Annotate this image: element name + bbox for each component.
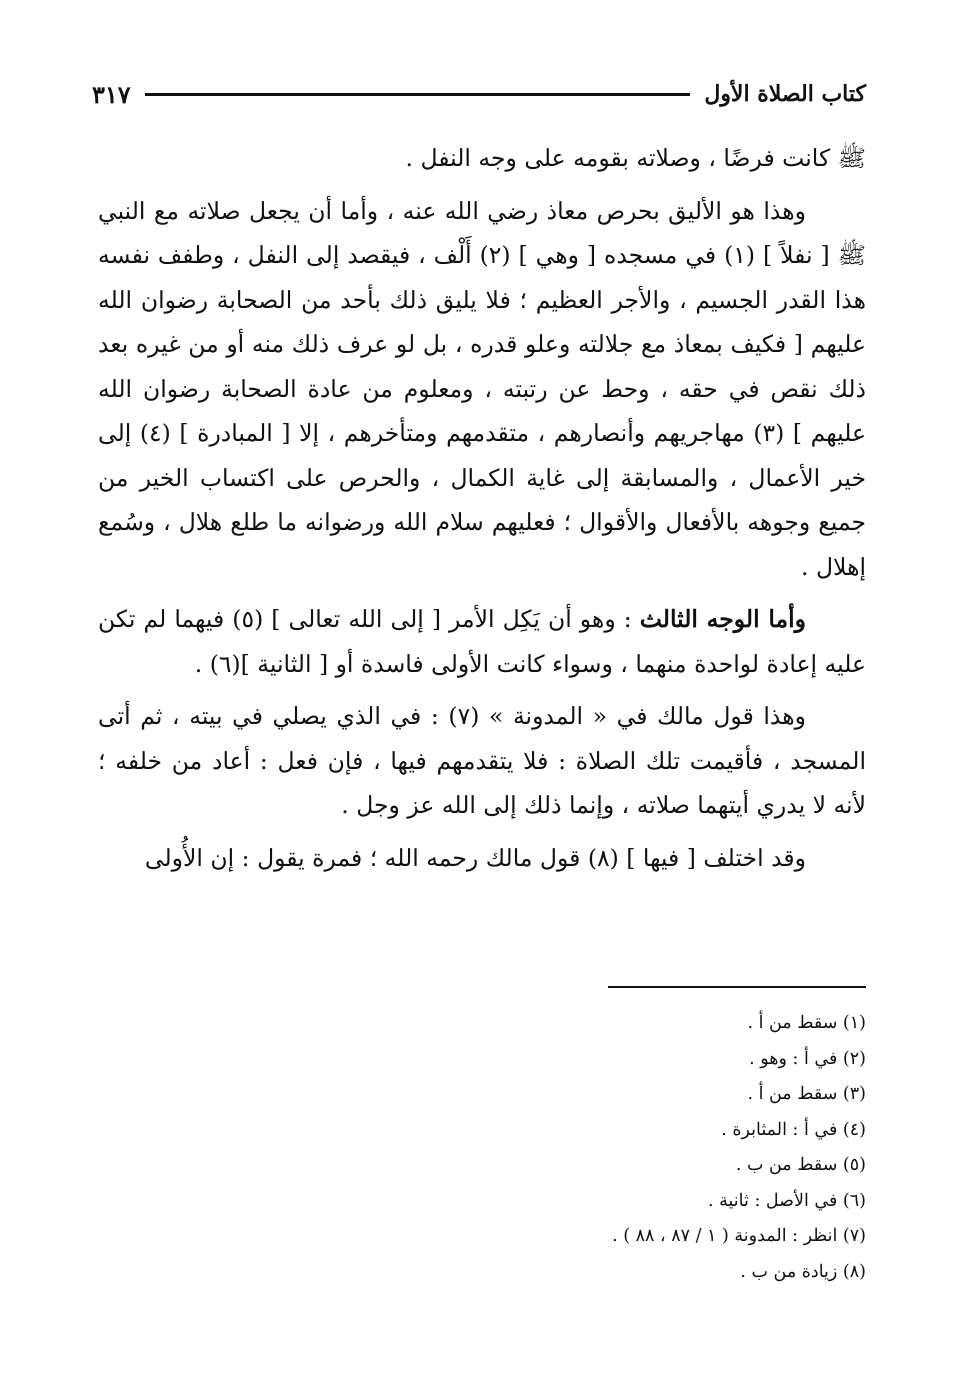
- header-rule: [145, 93, 691, 96]
- footnote-6: (٦) في الأصل : ثانية .: [708, 1190, 866, 1211]
- paragraph-4: وهذا قول مالك في « المدونة » (٧) : في الذي يصلي في بيته ، ثم أتى المسجد ، فأقيمت تلك الصلاة : فلا يتقدمهم فيها ، فإن فعل : أعاد من خلفه ؛ لأنه لا يدري أيتهما صلاته ، وإنما ذلك إلى الله عز وجل .: [98, 702, 866, 819]
- paragraph-2: وهذا هو الأليق بحرص معاذ رضي الله عنه ، وأما أن يجعل صلاته مع النبي ﷺ [ نفلاً ] (١) في مسجده [ وهي ] (٢) أَلْف ، فيقصد إلى النفل ، وطفف نفسه هذا القدر الجسيم ، والأجر العظيم ؛ فلا يليق ذلك بأحد من الصحابة رضوان الله عليهم [ فكيف بمعاذ مع جلالته وعلو قدره ، بل لو عرف ذلك منه أو من غيره بعد ذلك نقص في حقه ، وحط عن رتبته ، ومعلوم من عادة الصحابة رضوان الله عليهم ] (٣) مهاجريهم وأنصارهم ، متقدمهم ومتأخرهم ، إلا [ المبادرة ] (٤) إلى خير الأعمال ، والمسابقة إلى غاية الكمال ، والحرص على اكتساب الخير من جميع وجوهه بالأفعال والأقوال ؛ فعليهم سلام الله ورضوانه ما طلع هلال ، وسُمع إهلال .: [98, 196, 866, 581]
- footnote-5: (٥) سقط من ب .: [735, 1155, 866, 1175]
- book-title: كتاب الصلاة الأول: [704, 81, 866, 107]
- paragraph-1: ﷺ كانت فرضًا ، وصلاته بقومه على وجه النفل .: [405, 144, 866, 172]
- paragraph-3-text: : وهو أن يَكِل الأمر [ إلى الله تعالى ] (٥) فيهما لم تكن عليه إعادة لواحدة منهما ، وسواء كانت الأولى فاسدة أو [ الثانية ](٦) .: [98, 605, 866, 678]
- footnote-separator: [608, 986, 866, 988]
- footnotes: [120, 1006, 866, 1290]
- footnote-7: (٧) انظر : المدونة ( ١ / ٨٧ ، ٨٨ ) .: [612, 1226, 866, 1246]
- main-text: [98, 136, 866, 888]
- paragraph-5: وقد اختلف [ فيها ] (٨) قول مالك رحمه الله ؛ فمرة يقول : إن الأُولى: [144, 843, 806, 872]
- running-header: [92, 74, 866, 114]
- footnote-2: (٢) في أ : وهو .: [749, 1048, 866, 1069]
- footnote-3: (٣) سقط من أ .: [747, 1084, 866, 1104]
- footnote-1: (١) سقط من أ .: [747, 1013, 866, 1033]
- paragraph-3: [98, 597, 866, 686]
- page-number: ٣١٧: [92, 79, 131, 109]
- section-heading: وأما الوجه الثالث: [639, 605, 806, 633]
- footnote-8: (٨) زيادة من ب .: [740, 1261, 866, 1282]
- footnote-4: (٤) في أ : المثابرة .: [721, 1119, 866, 1140]
